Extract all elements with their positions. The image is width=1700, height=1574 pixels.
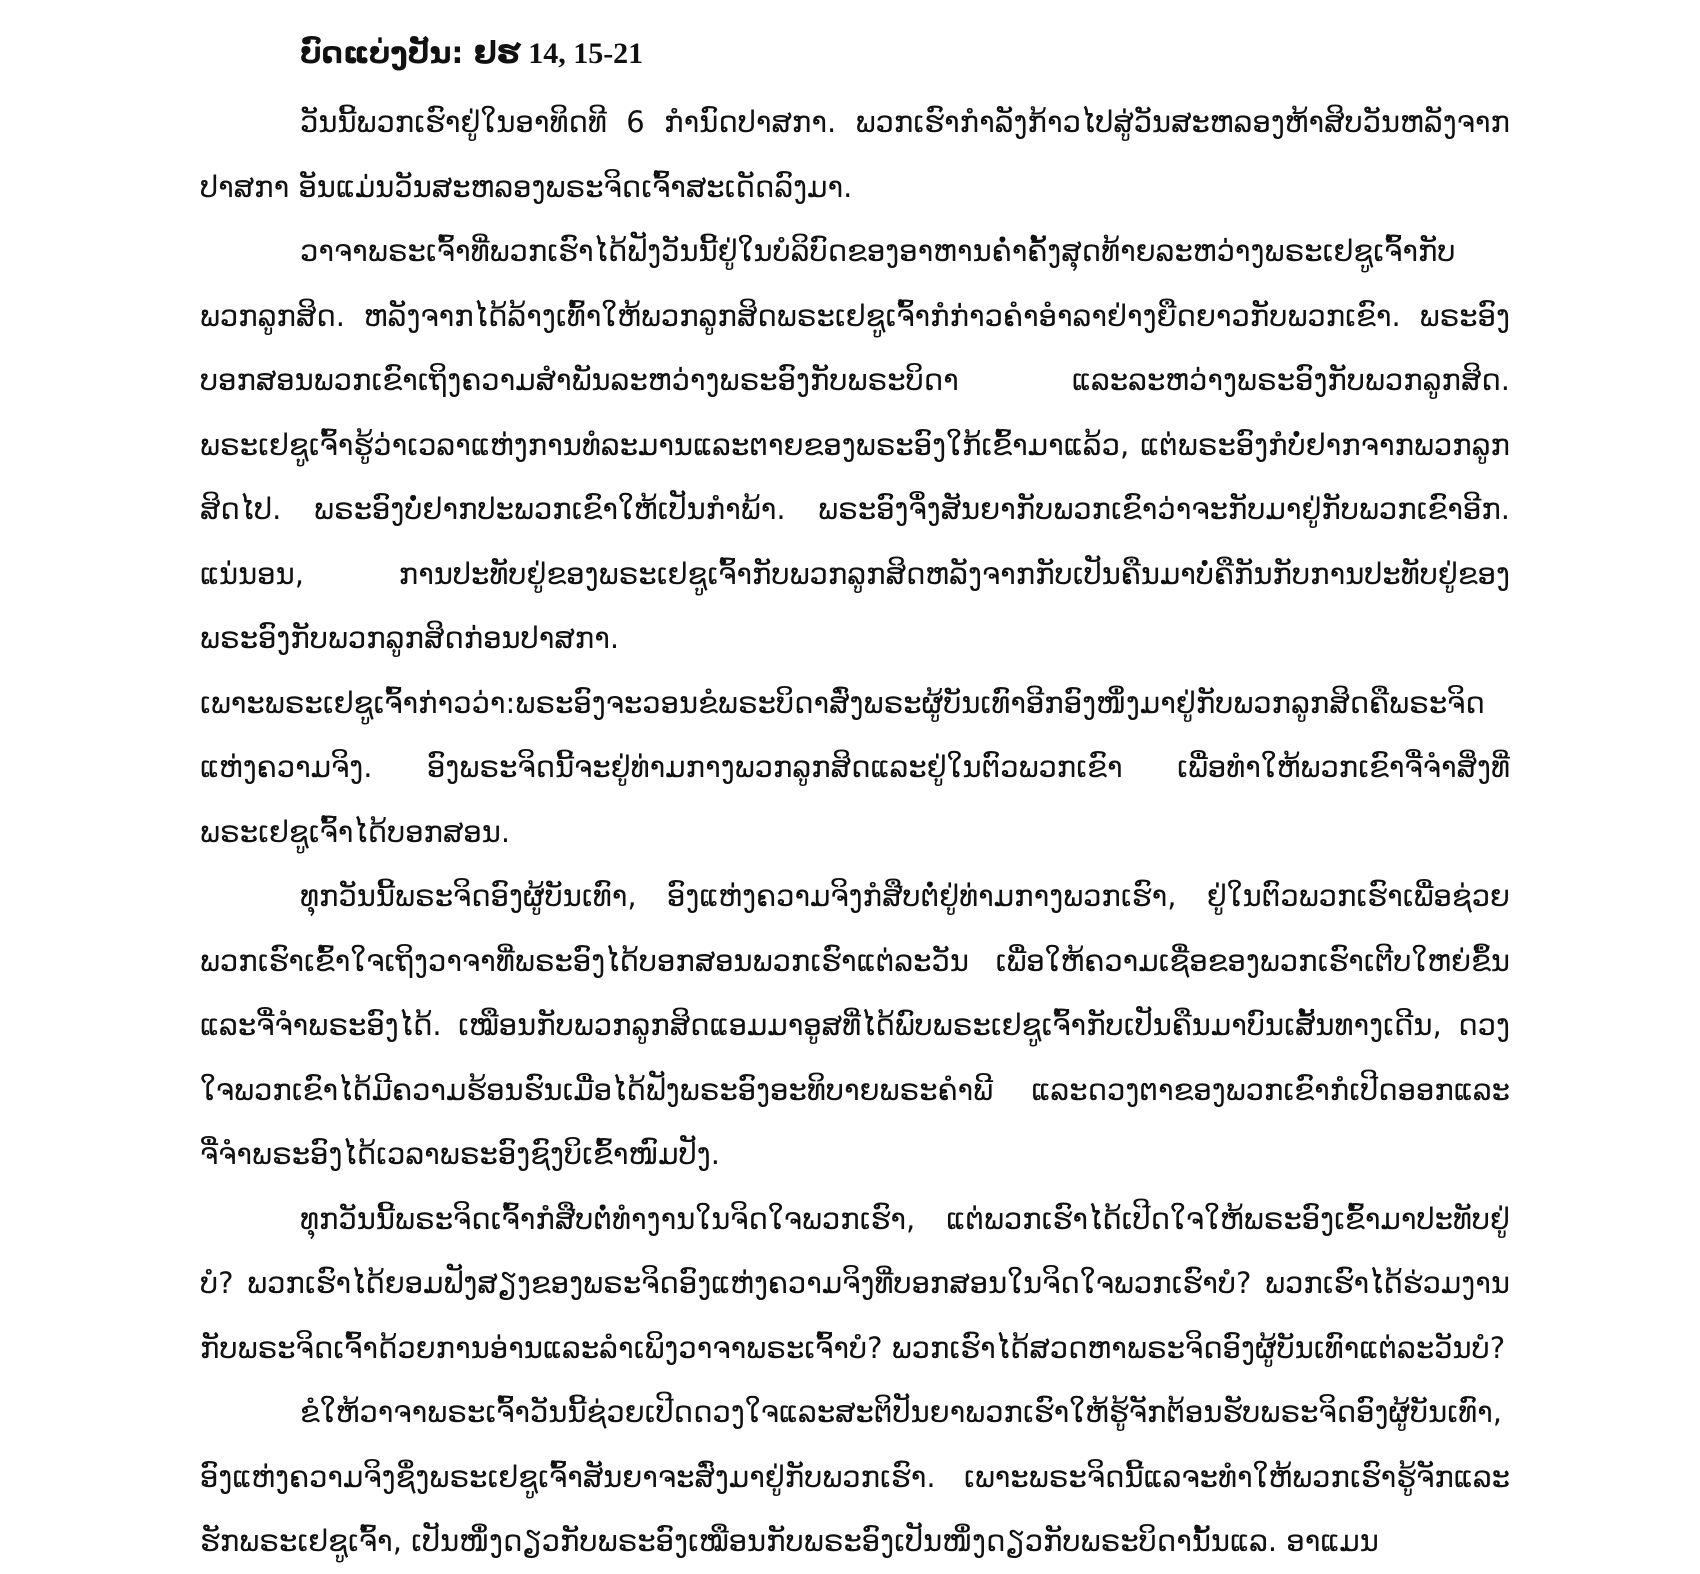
paragraph-2: ວາຈາພຣະເຈົ້າທີ່ພວກເຮົາໄດ້ຟັງວັນນີ້ຢູ່ໃນບໍລິບົດຂອງອາຫານຄ່ຳຄັ້ງສຸດທ້າຍລະຫວ່າງພຣະເຢຊູເຈົ້າກັບພວກລູກສິດ. ຫລັງຈາກໄດ້ລ້າງເທົ້າໃຫ້ພວກລູກສິດພຣະເຢຊູເຈົ້າກໍກ່າວຄຳອຳລາຢ່າງຍືດຍາວກັບພວກເຂົາ. ພຣະອົງບອກສອນພວກເຂົາເຖິງຄວາມສຳພັນລະຫວ່າງພຣະອົງກັບພຣະບິດາ ແລະລະຫວ່າງພຣະອົງກັບພວກລູກສິດ. ພຣະເຢຊູເຈົ້າຮູ້ວ່າເວລາແຫ່ງການທໍລະມານແລະຕາຍຂອງພຣະອົງໃກ້ເຂົ້າມາແລ້ວ, ແຕ່ພຣະອົງກໍບໍ່ຢາກຈາກພວກລູກສິດໄປ. ພຣະອົງບໍ່ຢາກປະພວກເຂົາໃຫ້ເປັນກຳພ້າ. ພຣະອົງຈຶ່ງສັນຍາກັບພວກເຂົາວ່າຈະກັບມາຢູ່ກັບພວກເຂົາອີກ. ແນ່ນອນ, ການປະທັບຢູ່ຂອງພຣະເຢຊູເຈົ້າກັບພວກລູກສິດຫລັງຈາກກັບເປັນຄືນມາບໍ່ຄືກັນກັບການປະທັບຢູ່ຂອງພຣະອົງກັບພວກລູກສິດກ່ອນປາສກາ. [200,234,1510,655]
paragraph-4: ທຸກວັນນີ້ພຣະຈິດອົງຜູ້ບັນເທົາ, ອົງແຫ່ງຄວາມຈິງກໍສືບຕໍ່ຢູ່ທ່າມກາງພວກເຮົາ, ຢູ່ໃນຕົວພວກເຮົາເພື່ອຊ່ວຍພວກເຮົາເຂົ້າໃຈເຖິງວາຈາທີ່ພຣະອົງໄດ້ບອກສອນພວກເຮົາແຕ່ລະວັນ ເພື່ອໃຫ້ຄວາມເຊື່ອຂອງພວກເຮົາເຕີບໃຫຍ່ຂຶ້ນແລະຈື່ຈຳພຣະອົງໄດ້. ເໝືອນກັບພວກລູກສິດແອມມາອູສທີ່ໄດ້ພົບພຣະເຢຊູເຈົ້າກັບເປັນຄືນມາບົນເສັ້ນທາງເດີນ, ດວງໃຈພວກເຂົາໄດ້ມີຄວາມຮ້ອນຮົນເມື່ອໄດ້ຟັງພຣະອົງອະທິບາຍພຣະຄຳພີ ແລະດວງຕາຂອງພວກເຂົາກໍເປີດອອກແລະຈື່ຈຳພຣະອົງໄດ້ເວລາພຣະອົງຊົງບິເຂົ້າໜົມປັງ. [200,879,1510,1171]
document-body [200,90,1510,1574]
paragraph-6: ຂໍໃຫ້ວາຈາພຣະເຈົ້າວັນນີ້ຊ່ວຍເປີດດວງໃຈແລະສະຕິປັນຍາພວກເຮົາໃຫ້ຮູ້ຈັກຕ້ອນຮັບພຣະຈິດອົງຜູ້ບັນເທົາ, ອົງແຫ່ງຄວາມຈິງຊຶ່ງພຣະເຢຊູເຈົ້າສັນຍາຈະສົ່ງມາຢູ່ກັບພວກເຮົາ. ເພາະພຣະຈິດນີ້ແລຈະທຳໃຫ້ພວກເຮົາຮູ້ຈັກແລະຮັກພຣະເຢຊູເຈົ້າ, ເປັນໜຶ່ງດຽວກັບພຣະອົງເໝືອນກັບພຣະອົງເປັນໜຶ່ງດຽວກັບພຣະບິດານັ້ນແລ. ອາແມນ [200,1395,1510,1558]
document-heading [300,34,643,74]
heading-reference: 14, 15-21 [528,37,644,70]
paragraph-1: ວັນນີ້ພວກເຮົາຢູ່ໃນອາທິດທີ 6 ກຳນົດປາສກາ. ພວກເຮົາກຳລັງກ້າວໄປສູ່ວັນສະຫລອງຫ້າສິບວັນຫລັງຈາກປາສກາ ອັນແມ່ນວັນສະຫລອງພຣະຈິດເຈົ້າສະເດັດລົງມາ. [200,105,1510,204]
paragraph-5: ທຸກວັນນີ້ພຣະຈິດເຈົ້າກໍສືບຕໍ່ທຳງານໃນຈິດໃຈພວກເຮົາ, ແຕ່ພວກເຮົາໄດ້ເປີດໃຈໃຫ້ພຣະອົງເຂົ້າມາປະທັບຢູ່ບໍ? ພວກເຮົາໄດ້ຍອມຟັງສຽງຂອງພຣະຈິດອົງແຫ່ງຄວາມຈິງທີ່ບອກສອນໃນຈິດໃຈພວກເຮົາບໍ? ພວກເຮົາໄດ້ຮ່ວມງານກັບພຣະຈິດເຈົ້າດ້ວຍການອ່ານແລະລຳເພິງວາຈາພຣະເຈົ້າບໍ? ພວກເຮົາໄດ້ສວດຫາພຣະຈິດອົງຜູ້ບັນເທົາແຕ່ລະວັນບໍ? [200,1201,1510,1365]
heading-title: ບົດແບ່ງປັນ: ຢຮ [300,36,521,71]
paragraph-3: ເພາະພຣະເຢຊູເຈົ້າກ່າວວ່າ:ພຣະອົງຈະວອນຂໍພຣະບິດາສົ່ງພຣະຜູ້ບັນເທົາອີກອົງໜຶ່ງມາຢູ່ກັບພວກລູກສິດຄືພຣະຈິດແຫ່ງຄວາມຈິງ. ອົງພຣະຈິດນີ້ຈະຢູ່ທ່າມກາງພວກລູກສິດແລະຢູ່ໃນຕົວພວກເຂົາ ເພື່ອທຳໃຫ້ພວກເຂົາຈື່ຈຳສິ່ງທີ່ພຣະເຢຊູເຈົ້າໄດ້ບອກສອນ. [200,685,1510,849]
